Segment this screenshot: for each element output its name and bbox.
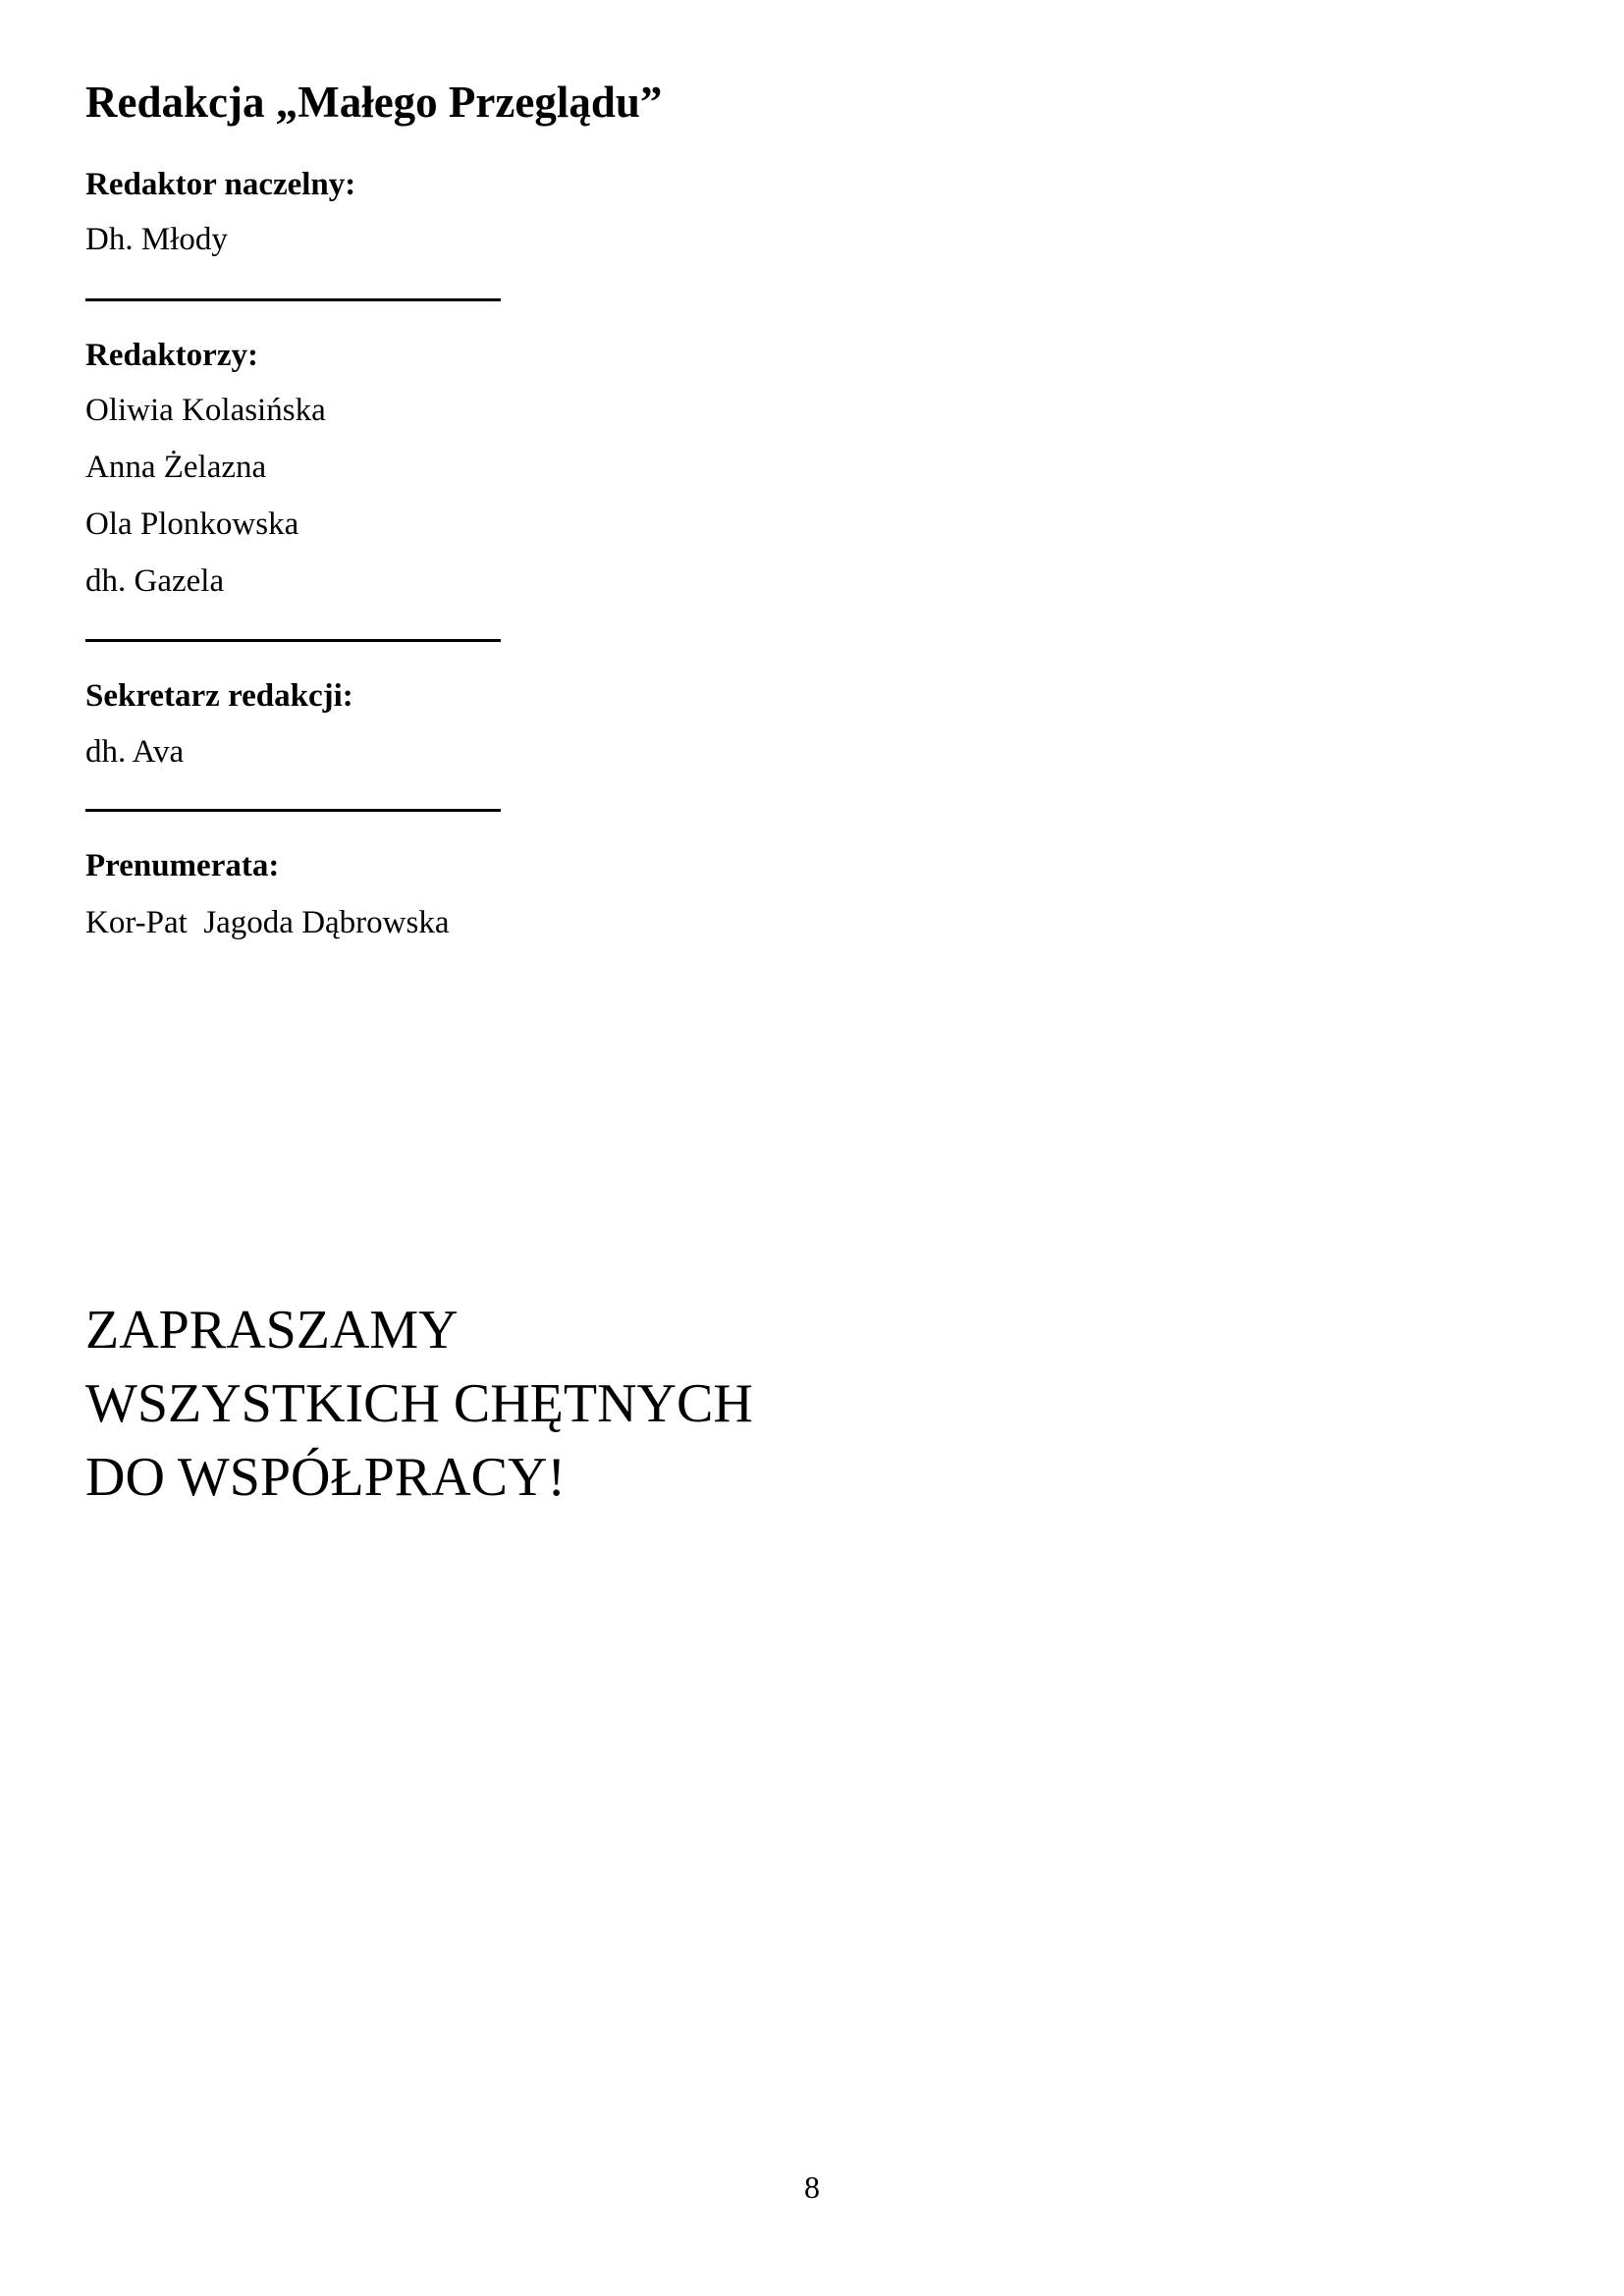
divider-3 bbox=[85, 809, 501, 812]
chief-editor-label: Redaktor naczelny: bbox=[85, 167, 356, 202]
secretary-section bbox=[85, 680, 353, 713]
subscription-section bbox=[85, 850, 279, 882]
editor-name: Anna Żelazna bbox=[85, 450, 267, 485]
secretary-label: Sekretarz redakcji: bbox=[85, 678, 353, 714]
editors-section bbox=[85, 340, 258, 372]
subscription-label: Prenumerata: bbox=[85, 848, 280, 883]
chief-editor-name bbox=[85, 224, 228, 256]
divider-1 bbox=[85, 298, 501, 301]
editor-item bbox=[85, 565, 224, 598]
invitation-text bbox=[85, 1294, 753, 1515]
invitation-line: ZAPRASZAMY bbox=[85, 1300, 459, 1361]
secretary-name-text: dh. Ava bbox=[85, 734, 185, 770]
editor-name: Ola Plonkowska bbox=[85, 507, 299, 542]
invitation-line: WSZYSTKICH CHĘTNYCH bbox=[85, 1373, 753, 1434]
divider-2 bbox=[85, 639, 501, 642]
page-title: Redakcja „Małego Przeglądu” bbox=[85, 78, 663, 127]
editor-item bbox=[85, 508, 298, 541]
chief-editor-section bbox=[85, 169, 355, 201]
editor-item bbox=[85, 452, 266, 484]
invitation-line: DO WSPÓŁPRACY! bbox=[85, 1447, 567, 1508]
subscription-contact bbox=[85, 907, 450, 939]
editor-item bbox=[85, 395, 326, 427]
editors-label: Redaktorzy: bbox=[85, 338, 258, 373]
editor-name: dh. Gazela bbox=[85, 563, 225, 599]
chief-editor-name-text: Dh. Młody bbox=[85, 222, 228, 257]
secretary-name bbox=[85, 736, 184, 769]
subscription-contact-text: Kor-Pat Jagoda Dąbrowska bbox=[85, 905, 450, 940]
page-number: 8 bbox=[804, 2169, 820, 2205]
editor-name: Oliwia Kolasińska bbox=[85, 393, 326, 428]
